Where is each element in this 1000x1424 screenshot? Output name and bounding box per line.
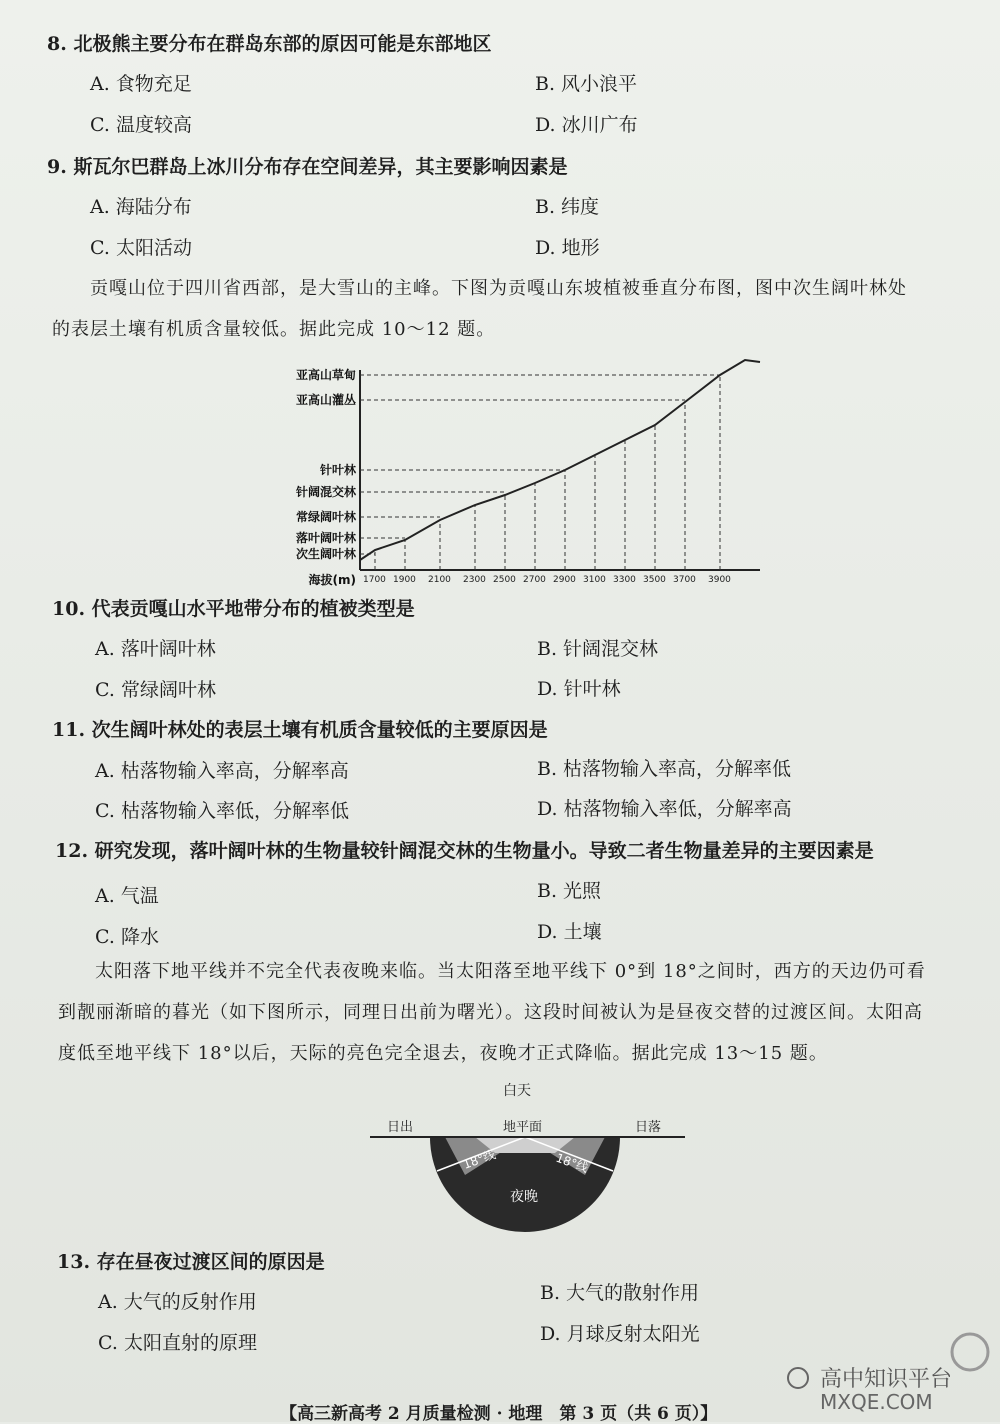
q12-option-d: D. 土壤 <box>537 921 602 943</box>
line-18-left-label: 18°线 <box>461 1147 498 1172</box>
line-18-right-label: 18°线 <box>553 1150 591 1176</box>
logo-circle-icon <box>952 1334 988 1370</box>
passage1-line2: 的表层土壤有机质含量较低。据此完成 10～12 题。 <box>52 319 496 340</box>
passage1-line1: 贡嘎山位于四川省西部，是大雪山的主峰。下图为贡嘎山东坡植被垂直分布图，图中次生阔叶林处 <box>90 278 907 299</box>
q10-option-d: D. 针叶林 <box>537 678 621 700</box>
q11-option-b: B. 枯落物输入率高，分解率低 <box>537 758 792 780</box>
x-tick-label: 3300 <box>613 575 636 585</box>
x-tick-label: 1900 <box>393 575 416 585</box>
belt-label: 常绿阔叶林 <box>295 510 356 524</box>
x-tick-label: 2100 <box>428 575 451 585</box>
q9-option-c: C. 太阳活动 <box>90 237 192 259</box>
x-tick-label: 3100 <box>583 575 606 585</box>
q9-option-a: A. 海陆分布 <box>90 196 192 218</box>
x-tick-label: 3700 <box>673 575 696 585</box>
q13-option-b: B. 大气的散射作用 <box>540 1282 700 1304</box>
belt-label: 亚高山草甸 <box>295 368 356 382</box>
wechat-icon <box>788 1368 808 1388</box>
watermark-text: 高中知识平台 <box>820 1367 953 1392</box>
q11-option-d: D. 枯落物输入率低，分解率高 <box>537 798 792 820</box>
elevation-curve <box>360 360 760 560</box>
q11-option-a: A. 枯落物输入率高，分解率高 <box>95 760 349 782</box>
q11-option-c: C. 枯落物输入率低，分解率低 <box>95 800 349 822</box>
q12-stem: 12. 研究发现，落叶阔叶林的生物量较针阔混交林的生物量小。导致二者生物量差异的主要因素是 <box>55 840 874 862</box>
belt-label: 次生阔叶林 <box>295 547 356 561</box>
belt-label: 亚高山灌丛 <box>295 393 356 407</box>
night-label: 夜晚 <box>510 1189 538 1205</box>
vegetation-vertical-distribution-chart <box>260 350 780 590</box>
q10-stem: 10. 代表贡嘎山水平地带分布的植被类型是 <box>52 598 415 620</box>
q8-stem: 8. 北极熊主要分布在群岛东部的原因可能是东部地区 <box>47 33 492 55</box>
q8-option-a: A. 食物充足 <box>90 73 192 95</box>
q11-stem: 11. 次生阔叶林处的表层土壤有机质含量较低的主要原因是 <box>52 719 548 741</box>
q10-option-c: C. 常绿阔叶林 <box>95 679 216 701</box>
belt-label: 针阔混交林 <box>295 485 356 499</box>
q9-stem: 9. 斯瓦尔巴群岛上冰川分布存在空间差异，其主要影响因素是 <box>47 156 568 178</box>
sunrise-label: 日出 <box>387 1120 414 1135</box>
q12-option-c: C. 降水 <box>95 926 159 948</box>
horizon-label: 地平面 <box>503 1120 543 1135</box>
q8-option-d: D. 冰川广布 <box>535 114 638 136</box>
passage2-line2: 到靓丽渐暗的暮光（如下图所示，同理日出前为曙光）。这段时间被认为是昼夜交替的过渡区间。太阳高 <box>58 1002 923 1023</box>
q8-option-b: B. 风小浪平 <box>535 73 638 95</box>
q12-option-b: B. 光照 <box>537 880 602 902</box>
x-tick-label: 2500 <box>493 575 516 585</box>
q9-option-b: B. 纬度 <box>535 196 600 218</box>
q9-option-d: D. 地形 <box>535 237 600 259</box>
passage2-line3: 度低至地平线下 18°以后，天际的亮色完全退去，夜晚才正式降临。据此完成 13～15 题。 <box>58 1043 828 1064</box>
x-tick-label: 2300 <box>463 575 486 585</box>
q13-option-d: D. 月球反射太阳光 <box>540 1323 700 1345</box>
page-footer: 【高三新高考 2 月质量检测 · 地理 第 3 页（共 6 页）】 <box>280 1404 718 1424</box>
sunset-label: 日落 <box>635 1120 662 1135</box>
q8-option-c: C. 温度较高 <box>90 114 192 136</box>
q13-stem: 13. 存在昼夜过渡区间的原因是 <box>57 1251 325 1273</box>
daytime-label: 白天 <box>503 1083 531 1099</box>
q12-option-a: A. 气温 <box>95 885 159 907</box>
belt-label: 针叶林 <box>319 463 356 477</box>
watermark-site: MXQE.COM <box>820 1390 933 1414</box>
x-tick-label: 1700 <box>363 575 386 585</box>
belt-label: 落叶阔叶林 <box>295 531 356 545</box>
y-axis-label: 海拔(m) <box>308 573 356 587</box>
x-tick-label: 2700 <box>523 575 546 585</box>
passage2-line1: 太阳落下地平线并不完全代表夜晚来临。当太阳落至地平线下 0°到 18°之间时，西方的天边仍可看 <box>95 961 926 982</box>
twilight-diagram <box>355 1075 695 1240</box>
x-tick-label: 2900 <box>553 575 576 585</box>
q13-option-c: C. 太阳直射的原理 <box>98 1332 257 1354</box>
q10-option-b: B. 针阔混交林 <box>537 638 659 660</box>
x-tick-label: 3500 <box>643 575 666 585</box>
q10-option-a: A. 落叶阔叶林 <box>95 638 216 660</box>
x-tick-label: 3900 <box>708 575 731 585</box>
q13-option-a: A. 大气的反射作用 <box>98 1291 257 1313</box>
